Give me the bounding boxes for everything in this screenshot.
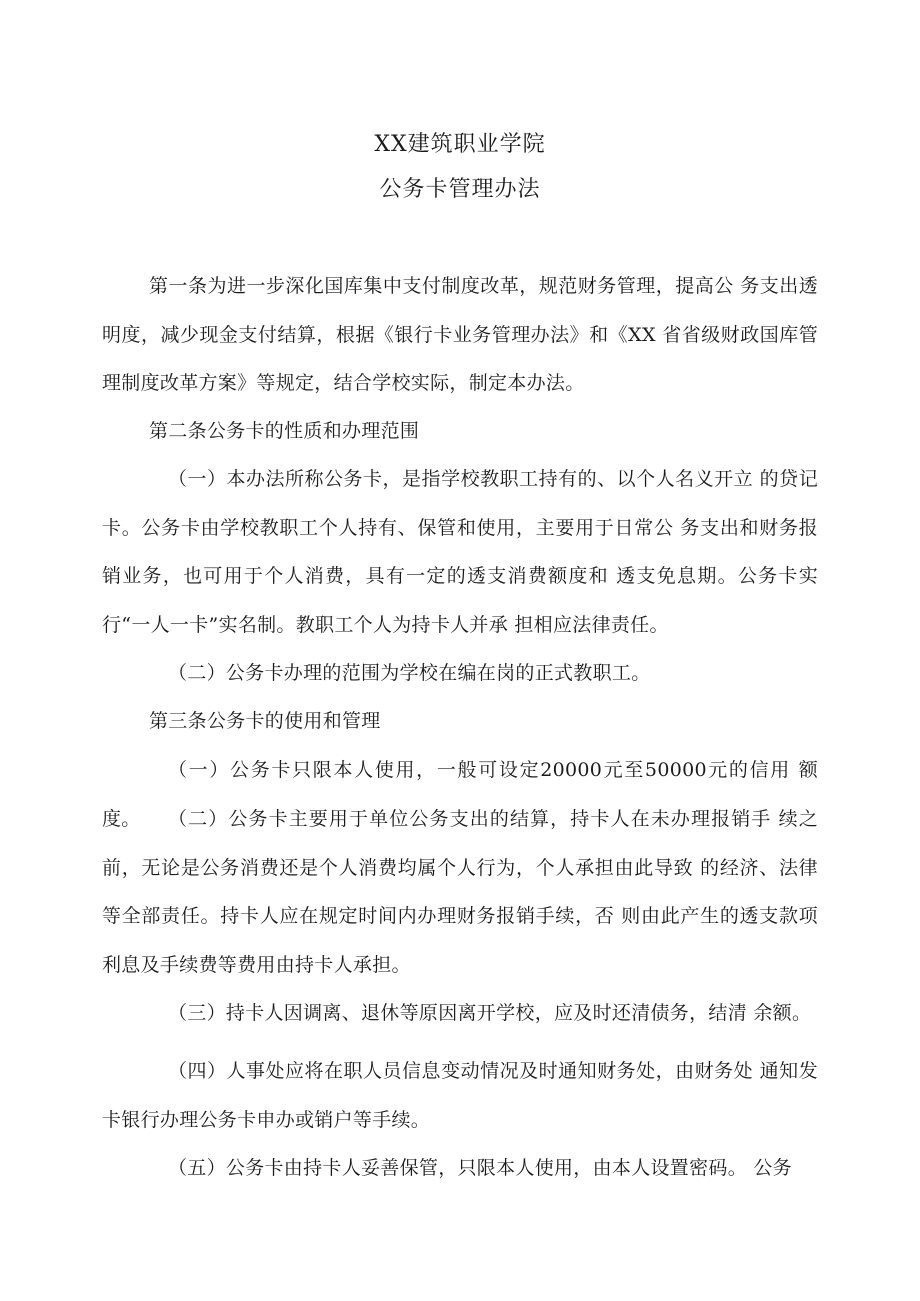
article-3-item-5: （五）公务卡由持卡人妥善保管，只限本人使用，由本人设置密码。 公务 <box>168 1157 792 1179</box>
article-1-paragraph: 第一条为进一步深化国库集中支付制度改革，规范财务管理，提高公 务支出透明度，减少现金支付结算，根据《银行卡业务管理办法》和《XX 省省级财政国库管理制度改革方案》等规定，结合学校实际，制定本办法。 <box>102 275 818 394</box>
article-3-item-1: （一）公务卡只限本人使用，一般可设定20000元至50000元的信用 额度。 <box>102 759 818 830</box>
article-3-item-3: （三）持卡人因调离、退休等原因离开学校，应及时还清债务，结清 余额。 <box>168 1002 812 1024</box>
article-2-item-1: （一）本办法所称公务卡，是指学校教职工持有的、以个人名义开立 的贷记卡。公务卡由学校教职工个人持有、保管和使用，主要用于日常公 务支出和财务报销业务，也可用于个人消费，具有一定的透支消费额度和 透支免息期。公务卡实行“一人一卡”实名制。教职工个人为持卡人并承 担相应法律责任。 <box>102 468 818 636</box>
article-3-item-2: （二）公务卡主要用于单位公务支出的结算，持卡人在未办理报销手 续之前，无论是公务消费还是个人消费均属个人行为，个人承担由此导致 的经济、法律等全部责任。持卡人应在规定时间内办理财务报销手续，否 则由此产生的透支款项利息及手续费等费用由持卡人承担。 <box>102 808 818 976</box>
article-3-heading: 第三条公务卡的使用和管理 <box>149 710 381 732</box>
article-3-item-4: （四）人事处应将在职人员信息变动情况及时通知财务处，由财务处 通知发卡银行办理公务卡申办或销户等手续。 <box>102 1060 818 1131</box>
document-title: XX建筑职业学院 <box>374 132 546 157</box>
article-2-heading: 第二条公务卡的性质和办理范围 <box>149 420 420 442</box>
article-2-item-2: （二）公务卡办理的范围为学校在编在岗的正式教职工。 <box>168 662 651 684</box>
document-subtitle: 公务卡管理办法 <box>379 177 541 202</box>
